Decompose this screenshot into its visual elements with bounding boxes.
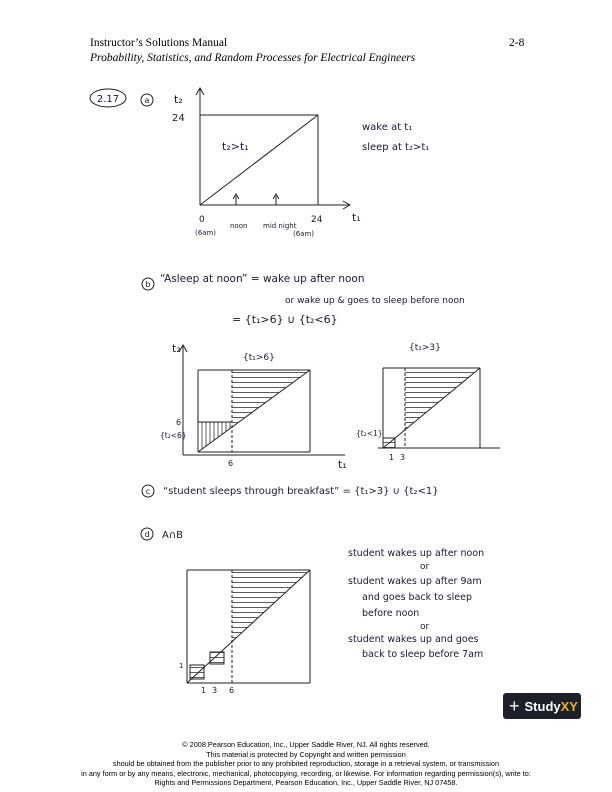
part-d-note-8: back to sleep before 7am [362,649,484,660]
part-c-label: c [145,487,151,496]
part-d-note-7: student wakes up and goes [348,634,479,645]
part-b-line-3: = {t₁>6} ∪ {t₂<6} [232,313,338,326]
part-d-note-2: or [420,562,430,572]
page-number: 2-8 [509,37,525,49]
part-a-tick-24: 24 [172,113,185,124]
part-b-right-side-label: {t₂<1} [356,429,383,438]
part-a-tick-noon: noon [230,222,248,230]
footer-line: This material is protected by Copyright and written permission [206,749,406,759]
studyxy-badge[interactable] [503,693,581,719]
footer-line: © 2008 Pearson Education, Inc., Upper Saddle River, NJ. All rights reserved. [182,740,430,749]
problem-number: 2.17 [96,94,120,105]
part-d-tick-y: 1 [179,662,184,670]
part-b-right-tick-3: 3 [400,453,406,462]
part-b-left-axis-x: t₁ [338,458,347,471]
footer-line: in any form or by any means, electronic, mechanical, photocopying, recording, or likewise. For information regarding permission(s), write to: [81,768,531,778]
part-d-note-4: and goes back to sleep [362,592,473,603]
part-d-label: d [144,530,150,539]
part-b-left-side-label: {t₂<6} [160,431,187,440]
part-d-tick-6: 6 [229,686,235,695]
part-d-note-6: or [420,622,430,632]
part-d-plot [187,570,310,683]
part-b-line-2: or wake up & goes to sleep before noon [285,296,465,306]
part-d-note-1: student wakes up after noon [348,548,485,559]
part-b-right-tick-1: 1 [389,453,395,462]
part-b-line-1: “Asleep at noon” = wake up after noon [160,273,365,285]
badge-brand-suffix: XY [560,698,578,714]
part-a-tick-0: 0 [199,215,205,225]
part-d-tick-3: 3 [212,686,218,695]
part-a-tick-24x: 24 [311,215,323,225]
part-b-left-axis-y: t₂ [172,342,181,355]
part-b-label: b [145,280,151,289]
plus-icon: + [509,695,520,716]
part-a-region: t₂>t₁ [222,140,249,153]
part-b-left-tick-x: 6 [228,459,234,468]
part-b-right-top-label: {t₁>3} [409,343,441,353]
part-a-axis-y: t₂ [174,93,183,106]
part-a-label: a [144,96,150,105]
footer-line: should be obtained from the publisher prior to any prohibited reproduction, storage in a retrieval system, or transmission [112,759,500,768]
part-a-plot [196,88,350,209]
part-a-axis-x: t₁ [352,211,361,224]
copyright-footer [0,740,612,788]
part-d-expr: A∩B [162,530,184,541]
part-a-note-2: sleep at t₂>t₁ [362,142,430,153]
part-a-sub-24: (6am) [293,230,315,238]
part-b-right-plot [378,368,500,448]
footer-line: Rights and Permissions Department, Pearson Education, Inc., Upper Saddle River, NJ 07458. [154,778,458,787]
part-a-tick-midnight: mid night [263,222,297,230]
book-subtitle: Probability, Statistics, and Random Processes for Electrical Engineers [90,52,416,64]
manual-title: Instructor’s Solutions Manual [90,37,228,49]
part-d-note-5: before noon [362,608,420,619]
part-b-left-top-label: {t₁>6} [243,353,275,363]
part-a-note-1: wake at t₁ [362,122,413,133]
part-d-tick-1: 1 [201,686,207,695]
part-d-note-3: student wakes up after 9am [348,576,482,587]
part-c-line: “student sleeps through breakfast” = {t₁>3} ∪ {t₂<1} [163,486,439,497]
part-a-sub-0: (6am) [195,229,217,237]
part-b-left-tick-y: 6 [176,418,182,427]
badge-brand: Study [524,698,561,714]
